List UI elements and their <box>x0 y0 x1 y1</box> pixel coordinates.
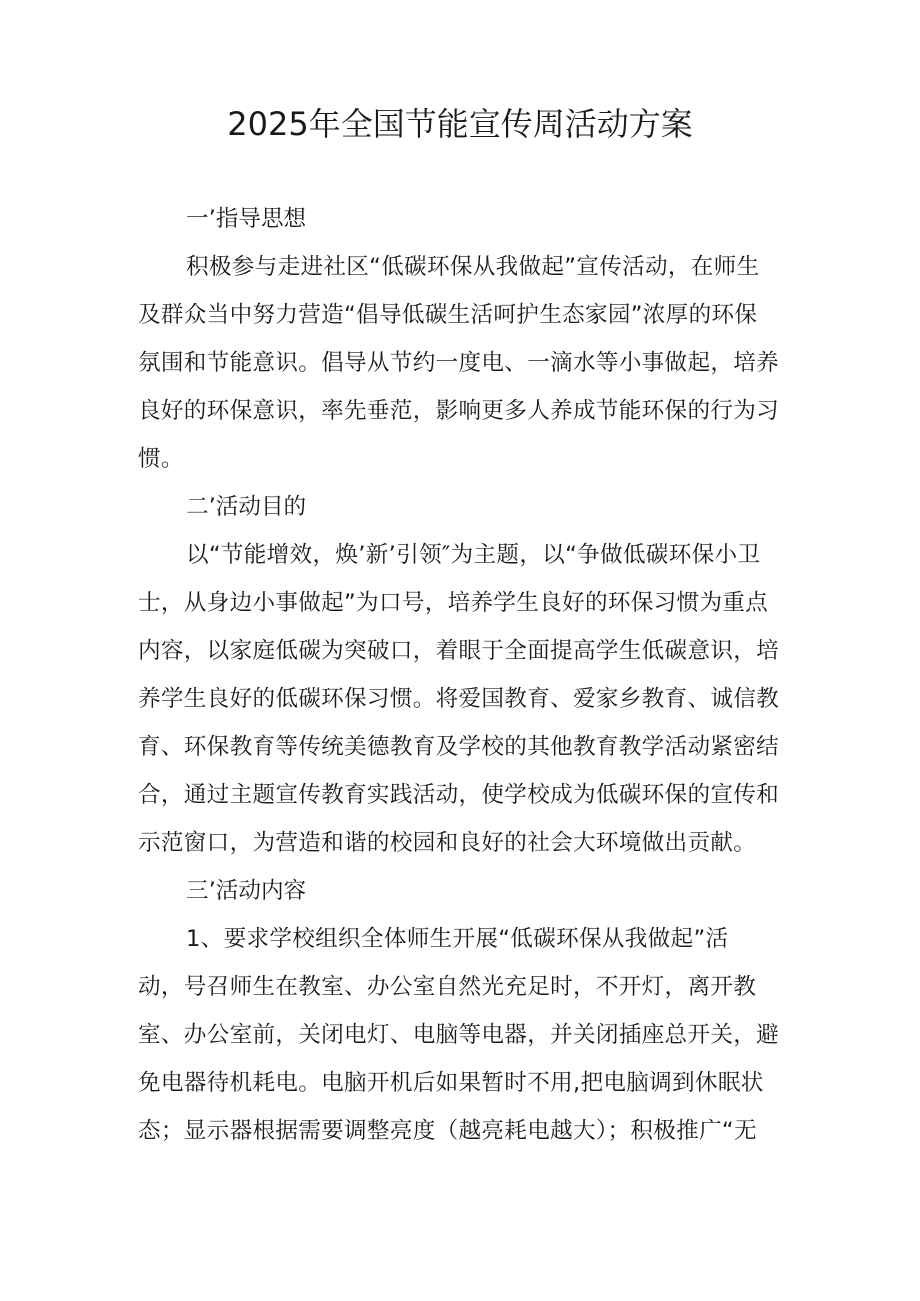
paragraph-line: 免电器待机耗电。电脑开机后如果暂时不用,把电脑调到休眠状 <box>138 1070 764 1096</box>
paragraph-line: 1、要求学校组织全体师生开展“低碳环保从我做起”活 <box>186 926 729 952</box>
section-heading-activity-content: 三’活动内容 <box>186 878 307 904</box>
paragraph-line: 动，号召师生在教室、办公室自然光充足时，不开灯，离开教 <box>138 974 757 1000</box>
paragraph-line: 氛围和节能意识。倡导从节约一度电、一滴水等小事做起，培养 <box>138 350 780 376</box>
paragraph-line: 士，从身边小事做起”为口号，培养学生良好的环保习惯为重点 <box>138 590 769 616</box>
paragraph-line: 积极参与走进社区“低碳环保从我做起”宣传活动，在师生 <box>186 254 760 280</box>
section-heading-guiding-ideology: 一’指导思想 <box>186 206 307 232</box>
paragraph-line: 以“节能增效，焕’新’引领″为主题，以“争做低碳环保小卫 <box>186 542 761 568</box>
paragraph-line: 养学生良好的低碳环保习惯。将爱国教育、爱家乡教育、诚信教 <box>138 686 780 712</box>
paragraph-line: 惯。 <box>138 446 184 472</box>
paragraph-line: 良好的环保意识，率先垂范，影响更多人养成节能环保的行为习 <box>138 398 780 424</box>
section-heading-activity-purpose: 二’活动目的 <box>186 494 307 520</box>
paragraph-line: 及群众当中努力营造“倡导低碳生活呵护生态家园”浓厚的环保 <box>138 302 758 328</box>
paragraph-line: 态；显示器根据需要调整亮度（越亮耗电越大）；积极推广“无 <box>138 1118 757 1144</box>
paragraph-line: 内容，以家庭低碳为突破口，着眼于全面提高学生低碳意识，培 <box>138 638 780 664</box>
paragraph-line: 室、办公室前，关闭电灯、电脑等电器，并关闭插座总开关，避 <box>138 1022 780 1048</box>
document-body <box>138 195 788 1155</box>
paragraph-line: 合，通过主题宣传教育实践活动，使学校成为低碳环保的宣传和 <box>138 782 780 808</box>
paragraph-line: 示范窗口，为营造和谐的校园和良好的社会大环境做出贡献。 <box>138 830 757 856</box>
paragraph-line: 育、环保教育等传统美德教育及学校的其他教育教学活动紧密结 <box>138 734 780 760</box>
document-title: 2025年全国节能宣传周活动方案 <box>227 105 693 143</box>
